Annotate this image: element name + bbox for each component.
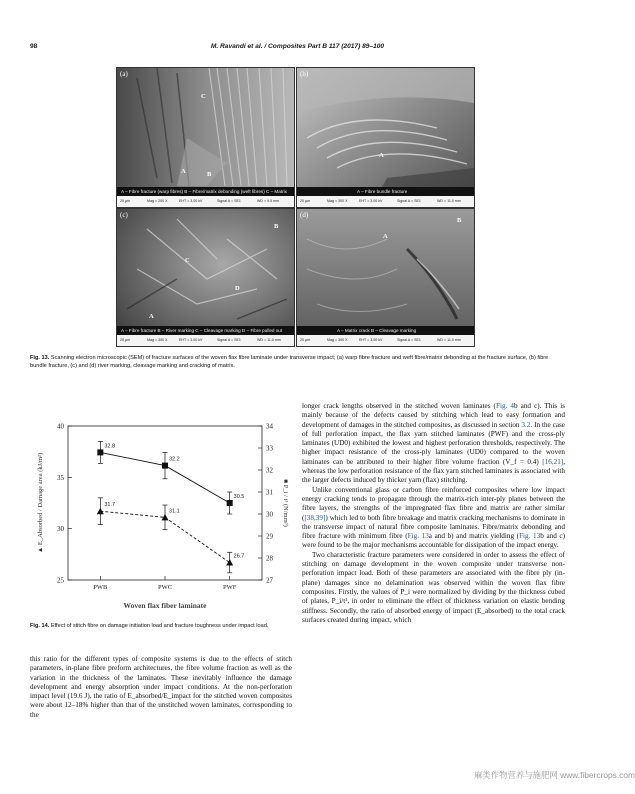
sem-metadata-a: 20 µm Mag = 200 X EHT = 3.00 kV Signal A = SE1 WD = 9.5 mm bbox=[117, 196, 294, 207]
ref-link-fig13a[interactable]: Fig. 13 bbox=[407, 532, 429, 541]
figure-14-text: Effect of stitch fibre on damage initiation load and fracture toughness under impact load. bbox=[50, 623, 269, 629]
y-left-axis-title: ▲ E_Absorbed / Damage area (kJ/m²) bbox=[37, 452, 44, 554]
x-tick-label: PWB bbox=[93, 584, 108, 591]
figure-14-caption bbox=[30, 622, 292, 630]
figure-13-text: Scanning electron microscopic (SEM) of fracture surfaces of the woven flax fibre laminate under transverse impact; (a) warp fibre fracture and weft fibre/matrix debonding at the fracture surface, (b) fibre bundle fracture, (c) and (d) river marking, cleavage marking and cracking of matrix. bbox=[30, 355, 549, 369]
sem-panel-b bbox=[296, 67, 475, 208]
right-paragraph-1: longer crack lengths observed in the stitched woven laminates (Fig. 4b and c). This is mainly because of the defects caused by stitching which lead to easy formation and development of damages in the stitched composites, as discussed in section 3.2. In the case of full perforation impact, the flax yarn stitched laminates (PWF) and the cross-ply laminates (UD0) exhibited the lowest and highest perforation thresholds, respectively. The higher impact resistance of the cross-ply laminates (UD0) compared to the woven laminates can be attributed to their higher fibre volume fraction (V_f = 0.4) [16,21], whereas the low perforation resistance of the flax yarn stitched laminates is associated with the larger defects induced by thicker yarn (flax) stitching. bbox=[302, 402, 566, 485]
right-tick-label: 32 bbox=[266, 466, 273, 475]
sem-panel-c bbox=[116, 208, 295, 347]
right-tick-label: 27 bbox=[266, 576, 273, 585]
ref-link-citation-38-39[interactable]: [38,39] bbox=[304, 513, 326, 522]
sem-panel-a bbox=[116, 67, 295, 208]
running-title: M. Ravandi et al. / Composites Part B 117 (2017) 89–100 bbox=[210, 43, 385, 50]
right-tick-label: 34 bbox=[266, 422, 273, 431]
ref-link-section[interactable]: 3.2 bbox=[521, 420, 531, 429]
ref-link-fig13b[interactable]: Fig. 13 bbox=[519, 532, 541, 541]
page-header bbox=[30, 43, 565, 55]
right-tick-label: 33 bbox=[266, 444, 273, 453]
series-0-data-label: 31.7 bbox=[104, 502, 116, 509]
figure-14-chart bbox=[30, 398, 292, 618]
right-tick-label: 29 bbox=[266, 532, 273, 541]
panel-caption-a: A – Fibre fracture (warp fibres) B – Fibre/matrix debonding (weft fibres) C – Matrix bbox=[117, 187, 294, 196]
sem-metadata-c: 20 µm Mag = 300 X EHT = 3.00 kV Signal A = SE1 WD = 11.0 mm bbox=[117, 335, 294, 346]
scale-bar-b: 20 µm bbox=[300, 199, 311, 203]
series-1-data-label: 32.2 bbox=[169, 456, 180, 463]
panel-caption-d: A – Matrix crack B – Cleavage marking bbox=[297, 326, 474, 335]
sem-metadata-b: 20 µm Mag = 300 X EHT = 3.00 kV Signal A = SE1 WD = 11.0 mm bbox=[297, 196, 474, 207]
series-1-data-label: 30.5 bbox=[233, 494, 245, 500]
series-1-data-label: 32.8 bbox=[104, 443, 116, 450]
y-right-axis-title: ■ P_i / t³ (N/mm³) bbox=[282, 479, 289, 527]
ref-link-fig4[interactable]: Fig. 4 bbox=[495, 402, 514, 410]
right-column-text bbox=[302, 402, 565, 625]
left-tick-label: 40 bbox=[57, 422, 64, 431]
panel-label-b: (b) bbox=[300, 70, 309, 78]
marker-a-A: A bbox=[181, 168, 186, 175]
marker-c-C: C bbox=[185, 257, 190, 264]
series-0-point bbox=[226, 559, 233, 566]
left-tick-label: 35 bbox=[57, 473, 64, 482]
chart-svg bbox=[30, 398, 292, 618]
scale-bar-a: 20 µm bbox=[120, 199, 131, 203]
sem-panel-d bbox=[296, 208, 475, 347]
scale-bar-c: 20 µm bbox=[120, 338, 131, 342]
left-paragraph: this ratio for the different types of composite systems is due to the effects of stitch parameters, in-plane fibre preform architectures, the fibre volume fraction as well as the variation in the thickness of the laminates. These inevitably influence the damage development and energy absorption under impact conditions. At the non-perforation impact level (19.6 J), the ratio of E_absorbed/E_impact for the stitched woven composites were about 12–18% higher than that of the unstitched woven laminates, corresponding to the bbox=[30, 655, 292, 719]
marker-c-A: A bbox=[149, 313, 154, 320]
figure-13-label: Fig. 13. bbox=[30, 355, 50, 361]
series-1-point bbox=[162, 463, 168, 469]
series-1-point bbox=[227, 500, 233, 506]
series-0-data-label: 26.7 bbox=[233, 553, 245, 560]
right-paragraph-3: Two characteristic fracture parameters were considered in order to assess the effect of stitching on damage development in the woven composite under transverse non-perforation impact load. Both of these parameters are associated with the fibre ply (in-plane) damages since no delamination was observed within the woven flax fibre composites. Firstly, the values of P_i were normalized by dividing by the thickness cubed of plates, P_i/t³, in order to eliminate the effect of thickness variation on elastic bending stiffness. Secondly, the ratio of absorbed energy of impact (E_absorbed) to the total crack surfaces created during impact, which bbox=[302, 550, 565, 624]
marker-b-A: A bbox=[379, 152, 384, 159]
x-axis-title: Woven flax fiber laminate bbox=[123, 601, 207, 610]
page-number: 98 bbox=[30, 43, 38, 50]
x-tick-label: PWC bbox=[157, 584, 173, 591]
right-paragraph-2: Unlike conventional glass or carbon fibre reinforced composites where low impact energy cracking tends to propagate through the matrix-rich inter-ply planes between the fibre layers, the strengths of the impregnated flax fibre and matrix are rather similar ([38,39]) which led to both fibre breakage and matrix cracking mechanisms to dominate in the transverse impact of natural fibre composite laminates. Fibre/matrix debonding and fibre fracture with minimum fibre (Fig. 13a and b) and matrix yielding (Fig. 13b and c) were found to be the major mechanisms accountable for dissipation of the impact energy. bbox=[302, 485, 566, 550]
marker-a-C: C bbox=[201, 93, 206, 100]
series-0-point bbox=[97, 508, 104, 515]
left-tick-label: 30 bbox=[57, 525, 64, 534]
panel-caption-c: A – Fibre fracture B – River marking C – Cleavage marking D – Fibre pulled out bbox=[117, 326, 294, 335]
panel-label-d: (d) bbox=[300, 211, 309, 219]
right-tick-label: 30 bbox=[266, 510, 273, 519]
series-1-point bbox=[97, 449, 103, 455]
right-tick-label: 31 bbox=[266, 488, 273, 497]
marker-d-B: B bbox=[457, 217, 462, 224]
x-tick-label: PWF bbox=[222, 584, 237, 591]
marker-d-A: A bbox=[383, 233, 388, 240]
scale-bar-d: 20 µm bbox=[300, 338, 311, 342]
panel-label-a: (a) bbox=[120, 70, 128, 78]
ref-link-citation-16-21[interactable]: [16,21] bbox=[542, 457, 564, 466]
left-column-text bbox=[30, 655, 292, 720]
watermark: 麻类作物营养与施肥网 www.fibercrops.com bbox=[474, 770, 635, 780]
left-tick-label: 25 bbox=[57, 576, 64, 585]
right-tick-label: 28 bbox=[266, 554, 273, 563]
panel-caption-b: A – Fibre bundle fracture bbox=[297, 187, 474, 196]
sem-metadata-d: 20 µm Mag = 300 X EHT = 3.00 kV Signal A = SE1 WD = 11.0 mm bbox=[297, 335, 474, 346]
figure-13-caption bbox=[30, 354, 565, 370]
marker-a-B: B bbox=[207, 171, 212, 178]
series-0-data-label: 31.1 bbox=[169, 508, 180, 515]
marker-c-D: D bbox=[235, 285, 240, 292]
panel-label-c: (c) bbox=[120, 211, 128, 219]
figure-14-label: Fig. 14. bbox=[30, 623, 50, 629]
marker-c-B: B bbox=[274, 223, 279, 230]
